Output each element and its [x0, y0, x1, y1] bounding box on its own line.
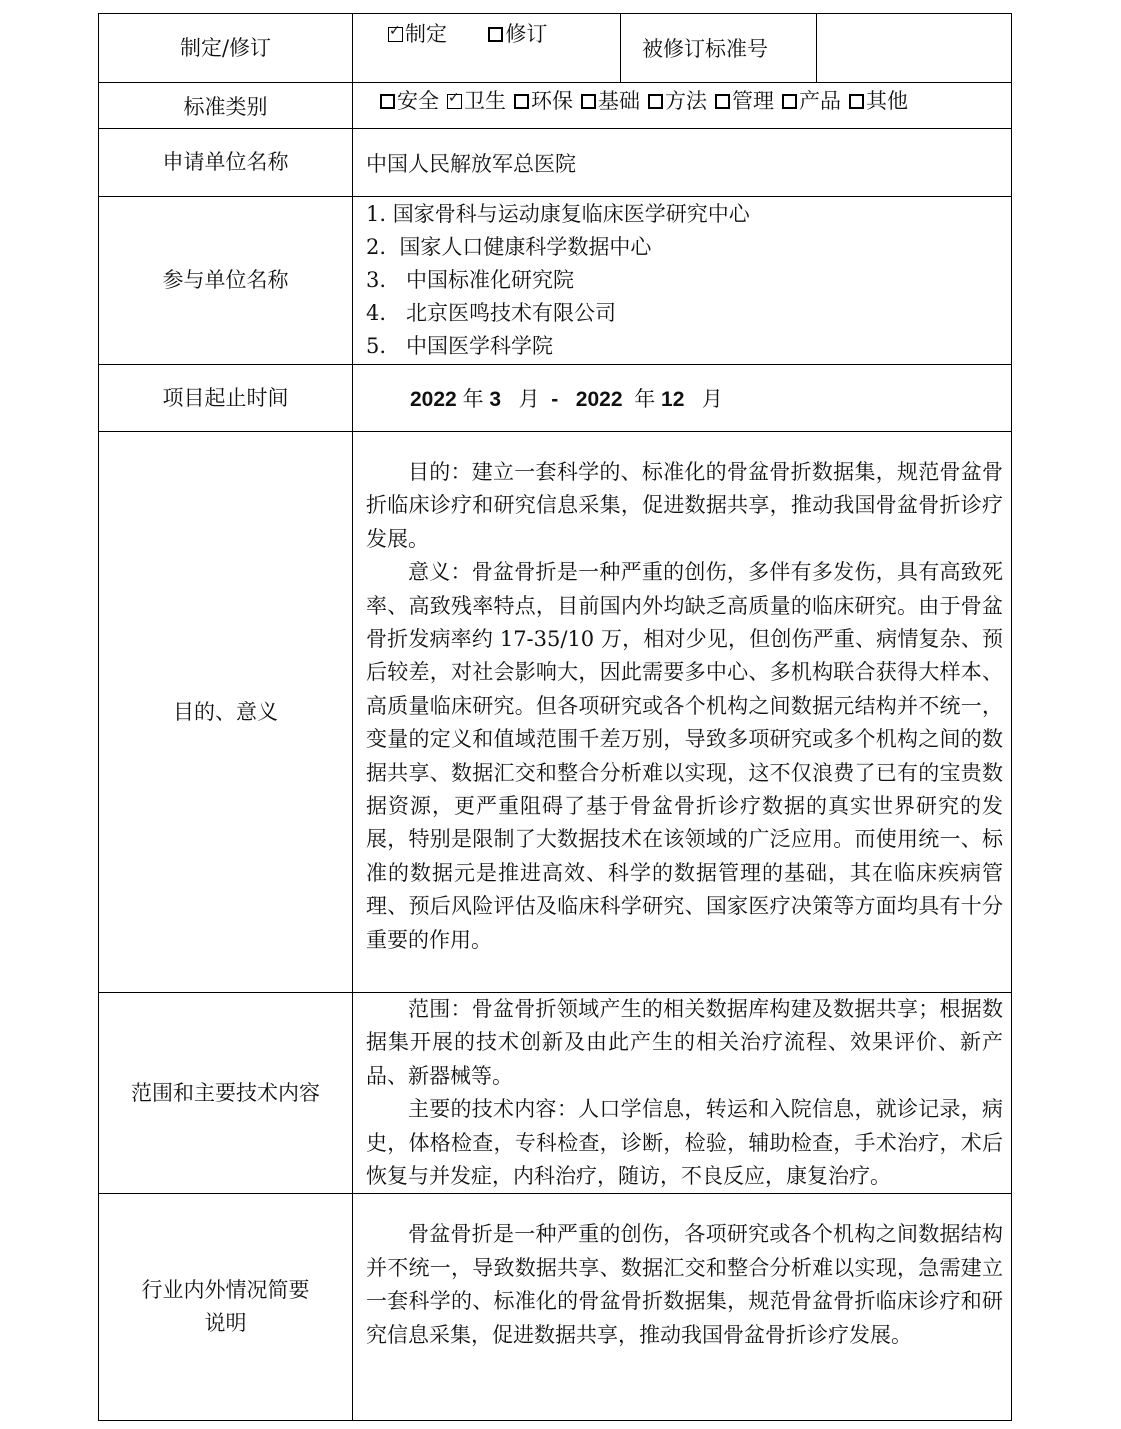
category-option-method[interactable]: 方法: [648, 89, 707, 113]
standard-application-form: [98, 13, 1012, 1421]
category-option-other[interactable]: 其他: [849, 89, 908, 113]
row-participants: [99, 197, 1012, 365]
participants-list: [353, 197, 1012, 365]
scope-label: 范围和主要技术内容: [99, 993, 353, 1194]
unchecked-box-icon: [715, 94, 730, 109]
row-scope: [99, 993, 1012, 1194]
unchecked-box-icon: [380, 94, 395, 109]
project-period: 2022 年 3 月 - 2022 年 12 月: [353, 365, 1012, 432]
category-option-safety[interactable]: 安全: [380, 89, 439, 113]
industry-label: 行业内外情况简要 说明: [99, 1194, 353, 1421]
unchecked-box-icon: [581, 94, 596, 109]
industry-content: [353, 1194, 1012, 1421]
category-option-health[interactable]: ✓ 卫生: [447, 89, 506, 113]
row-applicant: [99, 129, 1012, 197]
period-label: 项目起止时间: [99, 365, 353, 432]
row-purpose: [99, 432, 1012, 993]
list-item: 1. 国家骨科与运动康复临床医学研究中心: [366, 202, 750, 226]
significance-paragraph: 意义：骨盆骨折是一种严重的创伤，多伴有多发伤，具有高致死率、高致残率特点，目前国内外均缺乏高质量的临床研究。由于骨盆骨折发病率约 17-35/10 万，相对少见，但创伤严重、病情复杂、预后较差，对社会影响大，因此需要多中心、多机构联合获得大样本、高质量临床研究。但各项研究或各个机构之间数据元结构并不统一，变量的定义和值域范围千差万别，导致多项研究或多个机构之间的数据共享、数据汇交和整合分析难以实现，这不仅浪费了已有的宝贵数据资源，更严重阻碍了基于骨盆骨折诊疗数据的真实世界研究的发展，特别是限制了大数据技术在该领域的广泛应用。而使用统一、标准的数据元是推进高效、科学的数据管理的基础，其在临床疾病管理、预后风险评估及临床科学研究、国家医疗决策等方面均具有十分重要的作用。: [366, 560, 1003, 952]
category-option-environment[interactable]: 环保: [514, 89, 573, 113]
list-item: 5. 中国医学科学院: [366, 334, 554, 358]
list-item: 3. 中国标准化研究院: [366, 268, 575, 292]
participants-label: 参与单位名称: [99, 197, 353, 365]
unchecked-box-icon: [514, 94, 529, 109]
applicant-label: 申请单位名称: [99, 129, 353, 197]
row-category: [99, 83, 1012, 129]
category-option-basic[interactable]: 基础: [581, 89, 640, 113]
row-revision: [99, 14, 1012, 83]
tech-content-paragraph: 主要的技术内容：人口学信息，转运和入院信息，就诊记录，病史，体格检查，专科检查，诊断，检验，辅助检查，手术治疗，术后恢复与并发症，内科治疗，随访，不良反应，康复治疗。: [366, 1097, 1003, 1189]
checked-box-icon: [388, 27, 403, 42]
unchecked-box-icon: [782, 94, 797, 109]
establish-checkbox[interactable]: ✓制定: [388, 22, 447, 46]
unchecked-box-icon: [648, 94, 663, 109]
unchecked-box-icon: [488, 27, 503, 42]
row-period: [99, 365, 1012, 432]
revise-checkbox[interactable]: 修订: [488, 22, 547, 46]
purpose-label: 目的、意义: [99, 432, 353, 993]
category-options: [353, 83, 1012, 129]
category-label: 标准类别: [99, 83, 353, 129]
list-item: 4. 北京医鸣技术有限公司: [366, 301, 617, 325]
industry-paragraph: 骨盆骨折是一种严重的创伤，各项研究或各个机构之间数据结构并不统一，导致数据共享、数据汇交和整合分析难以实现，急需建立一套科学的、标准化的骨盆骨折数据集，规范骨盆骨折临床诊疗和研究信息采集，促进数据共享，推动我国骨盆骨折诊疗发展。: [366, 1222, 1003, 1347]
purpose-content: [353, 432, 1012, 993]
revised-std-value[interactable]: [817, 14, 1012, 82]
purpose-paragraph: 目的：建立一套科学的、标准化的骨盆骨折数据集，规范骨盆骨折临床诊疗和研究信息采集，促进数据共享，推动我国骨盆骨折诊疗发展。: [366, 460, 1003, 551]
revised-std-label: 被修订标准号: [621, 14, 817, 82]
category-option-product[interactable]: 产品: [782, 89, 841, 113]
revision-label: 制定/修订: [99, 14, 353, 83]
category-option-management[interactable]: 管理: [715, 89, 774, 113]
row-industry: [99, 1194, 1012, 1421]
scope-content: [353, 993, 1012, 1194]
checked-box-icon: [447, 94, 462, 109]
list-item: 2. 国家人口健康科学数据中心: [366, 235, 652, 259]
applicant-value: 中国人民解放军总医院: [353, 129, 1012, 197]
unchecked-box-icon: [849, 94, 864, 109]
scope-paragraph: 范围：骨盆骨折领域产生的相关数据库构建及数据共享；根据数据集开展的技术创新及由此产生的相关治疗流程、效果评价、新产品、新器械等。: [366, 997, 1003, 1088]
